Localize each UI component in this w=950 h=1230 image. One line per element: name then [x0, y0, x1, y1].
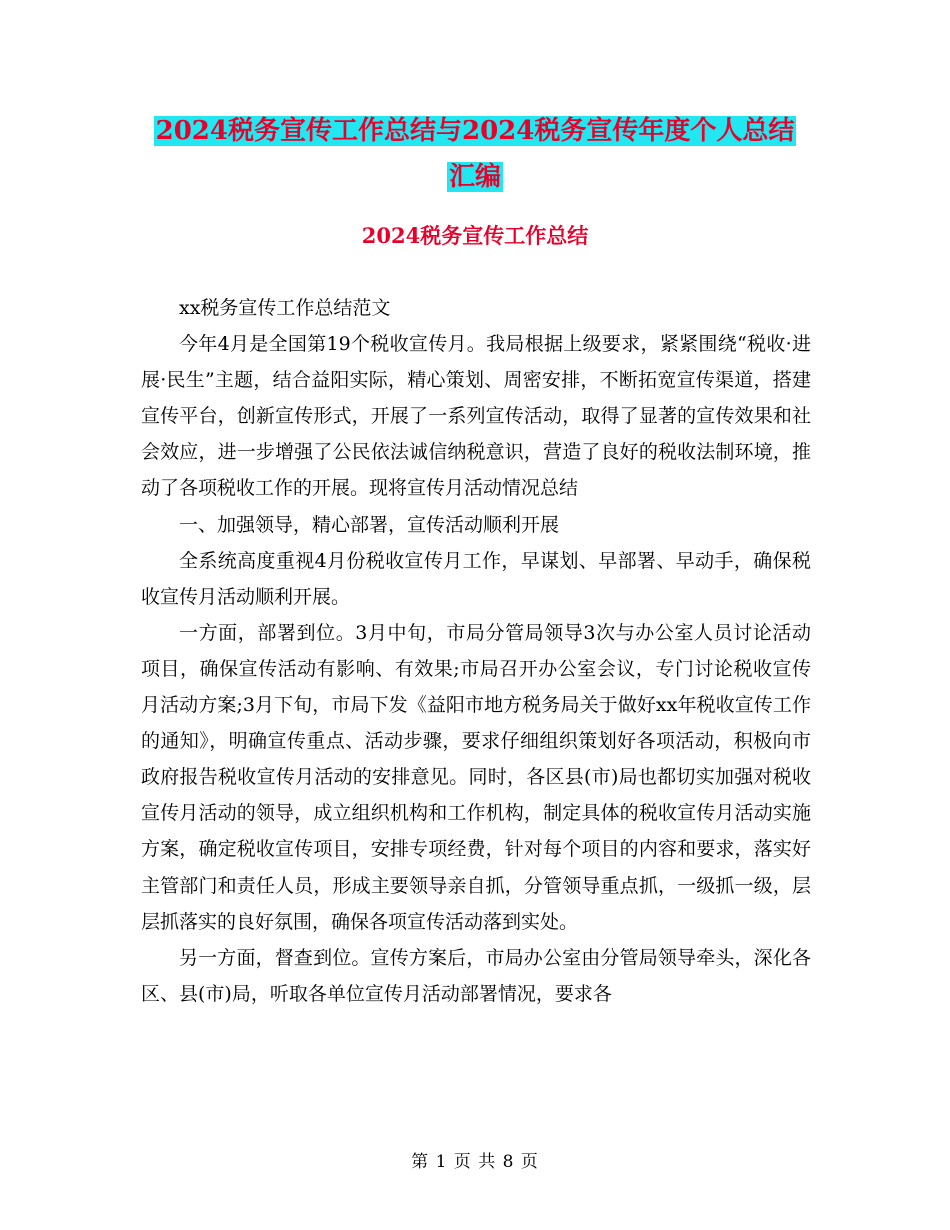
page-number-current: 1	[435, 1152, 448, 1172]
paragraph: 另一方面，督查到位。宣传方案后，市局办公室由分管局领导牵头，深化各区、县(市)局，听取各单位宣传月活动部署情况，要求各	[141, 946, 811, 1005]
document-body	[141, 290, 811, 1012]
page-number-mid: 页 共	[453, 1152, 497, 1172]
page-number-prefix: 第	[411, 1152, 430, 1172]
paragraph-heading: 一、加强领导，精心部署，宣传活动顺利开展	[179, 513, 560, 536]
document-title	[100, 108, 850, 200]
paragraph: 一方面，部署到位。3月中旬，市局分管局领导3次与办公室人员讨论活动项目，确保宣传活动有影响、有效果;市局召开办公室会议，专门讨论税收宣传月活动方案;3月下旬，市局下发《益阳市地方税务局关于做好xx年税收宣传工作的通知》，明确宣传重点、活动步骤，要求仔细组织策划好各项活动，积极向市政府报告税收宣传月活动的安排意见。同时，各区县(市)局也都切实加强对税收宣传月活动的领导，成立组织机构和工作机构，制定具体的税收宣传月活动实施方案，确定税收宣传项目，安排专项经费，针对每个项目的内容和要求，落实好主管部门和责任人员，形成主要领导亲自抓，分管领导重点抓，一级抓一级，层层抓落实的良好氛围，确保各项宣传活动落到实处。	[141, 621, 811, 933]
paragraph-subtitle: xx税务宣传工作总结范文	[179, 297, 391, 319]
page-footer	[0, 1150, 950, 1174]
page-number-total: 8	[502, 1152, 515, 1172]
section-title: 2024税务宣传工作总结	[361, 223, 589, 248]
paragraph: 今年4月是全国第19个税收宣传月。我局根据上级要求，紧紧围绕“税收·进展·民生”主题，结合益阳实际，精心策划、周密安排，不断拓宽宣传渠道，搭建宣传平台，创新宣传形式，开展了一系列宣传活动，取得了显著的宣传效果和社会效应，进一步增强了公民依法诚信纳税意识，营造了良好的税收法制环境，推动了各项税收工作的开展。现将宣传月活动情况总结	[141, 333, 811, 500]
paragraph: 全系统高度重视4月份税收宣传月工作，早谋划、早部署、早动手，确保税收宣传月活动顺利开展。	[141, 549, 811, 608]
document-title-line2: 汇编	[448, 162, 501, 192]
page-number-suffix: 页	[520, 1152, 539, 1172]
document-title-line1: 2024税务宣传工作总结与2024税务宣传年度个人总结	[155, 116, 795, 146]
